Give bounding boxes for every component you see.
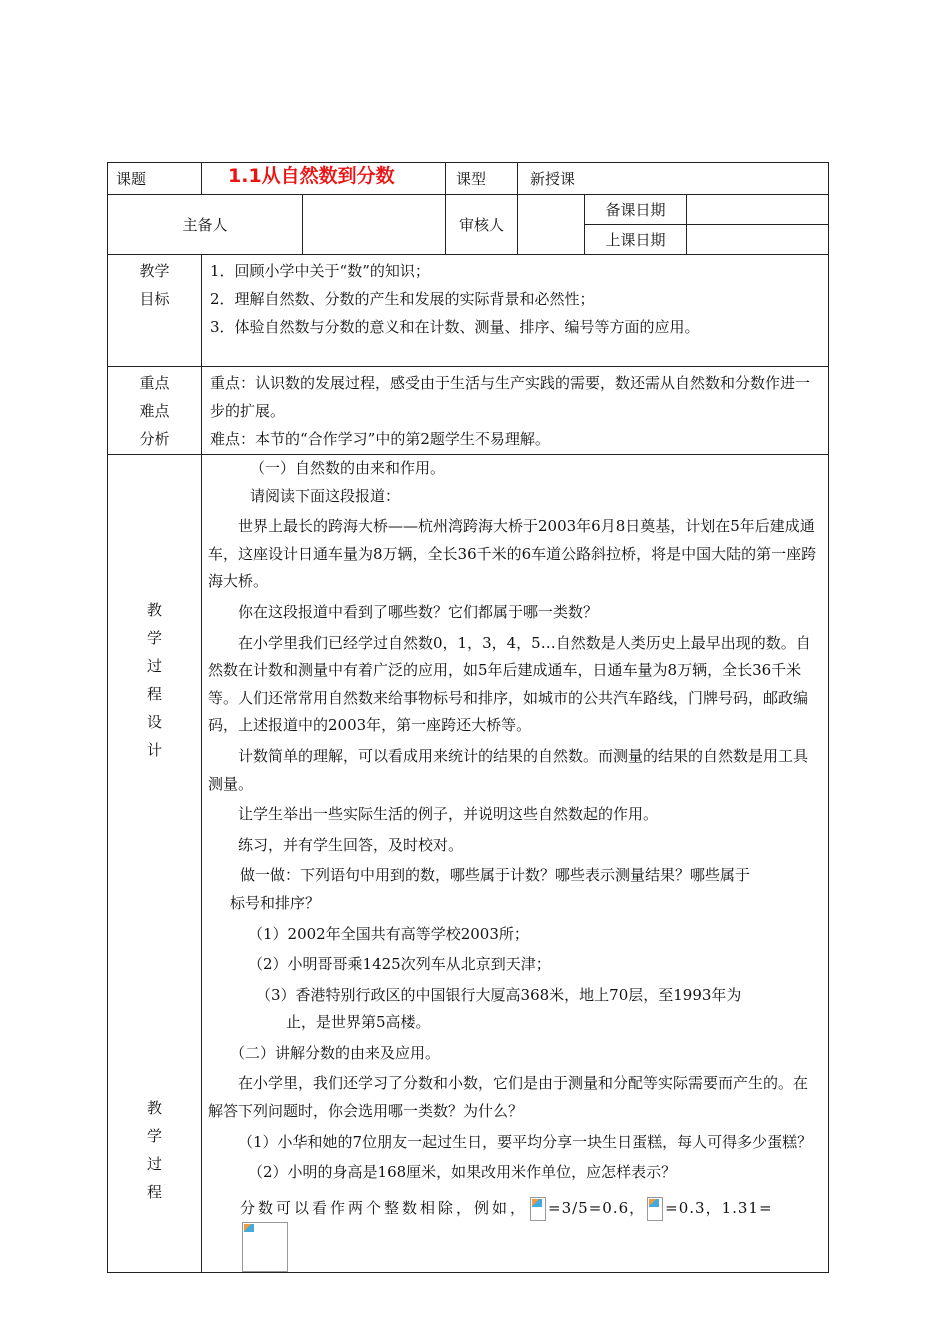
key-point-text: 重点：认识数的发展过程，感受由于生活与生产实践的需要，数还需从自然数和分数作进一步的扩展。	[210, 374, 811, 420]
section-1-title: （一）自然数的由来和作用。	[250, 459, 446, 477]
question-item: （3）香港特别行政区的中国银行大厦高368米，地上70层，至1993年为	[256, 985, 742, 1004]
topic-row	[108, 163, 829, 195]
fraction-image-icon	[242, 1222, 288, 1272]
fraction-example-line	[208, 1187, 822, 1273]
process-label-bottom: 教 学 过 程	[146, 1099, 162, 1201]
goal-item: 2．理解自然数、分数的产生和发展的实际背景和必然性；	[210, 290, 595, 308]
paragraph: 你在这段报道中看到了哪些数？它们都属于哪一类数？	[238, 602, 599, 621]
question-item: （2）小明的身高是168厘米，如果改用米作单位，应怎样表示？	[248, 1163, 677, 1182]
question-item: （1）2002年全国共有高等学校2003所；	[248, 924, 529, 943]
question-item: （1）小华和她的7位朋友一起过生日，要平均分享一块生日蛋糕，每人可得多少蛋糕？	[238, 1132, 813, 1151]
paragraph: 分数可以看作两个整数相除，例如，	[240, 1198, 529, 1217]
lesson-title: 1.1从自然数到分数	[228, 165, 395, 187]
paragraph: 计数简单的理解，可以看成用来统计的结果的自然数。而测量的结果的自然数是用工具测量。	[208, 746, 809, 793]
process-content	[202, 455, 828, 1272]
preparer-label: 主备人	[182, 215, 228, 234]
fraction-image-icon	[647, 1197, 663, 1221]
lesson-plan-table	[107, 162, 829, 1273]
difficult-point-text: 难点：本节的“合作学习”中的第2题学生不易理解。	[210, 430, 550, 448]
paragraph: 让学生举出一些实际生活的例子，并说明这些自然数起的作用。	[238, 805, 659, 824]
key-points-label: 重点 难点 分析	[139, 374, 170, 448]
paragraph: 在小学里我们已经学过自然数0，1，3，4，5…自然数是人类历史上最早出现的数。自然数在计数和测量中有着广泛的应用，如5年后建成通车，日通车量为8万辆，全长36千米等。人们还常常用自然数来给事物标号和排序，如城市的公共汽车路线，门牌号码，邮政编码，上述报道中的2003年，第一座跨还大桥等。	[208, 633, 811, 735]
paragraph: 标号和排序？	[230, 893, 321, 912]
process-row	[108, 455, 829, 1273]
class-date-label: 上课日期	[605, 230, 666, 249]
process-label-top: 教 学 过 程 设 计	[146, 601, 162, 759]
question-item: （2）小明哥哥乘1425次列车从北京到天津；	[248, 955, 551, 974]
topic-label: 课题	[116, 170, 147, 188]
fraction-image-icon	[530, 1197, 546, 1221]
lesson-type-value: 新授课	[530, 170, 576, 188]
goal-item: 3．体验自然数与分数的意义和在计数、测量、排序、编号等方面的应用。	[210, 318, 700, 336]
section-2-title: （二）讲解分数的由来及应用。	[230, 1043, 441, 1062]
equation-text: =0.3，1.31=	[665, 1198, 773, 1217]
goal-item: 1．回顾小学中关于“数”的知识；	[210, 262, 430, 280]
goals-label: 教学 目标	[139, 262, 170, 308]
reviewer-label: 审核人	[459, 215, 505, 234]
paragraph: 世界上最长的跨海大桥——杭州湾跨海大桥于2003年6月8日奠基，计划在5年后建成通车，这座设计日通车量为8万辆，全长36千米的6车道公路斜拉桥，将是中国大陆的第一座跨海大桥。	[208, 517, 817, 591]
paragraph: 做一做：下列语句中用到的数，哪些属于计数？哪些表示测量结果？哪些属于	[240, 866, 751, 885]
prep-date-label: 备课日期	[605, 200, 666, 219]
lesson-type-label: 课型	[456, 170, 487, 188]
question-item: 止，是世界第5高楼。	[286, 1013, 431, 1032]
goals-list	[202, 255, 828, 341]
paragraph: 在小学里，我们还学习了分数和小数，它们是由于测量和分配等实际需要而产生的。在解答下列问题时，你会选用哪一类数？为什么？	[208, 1074, 809, 1121]
goals-row	[108, 255, 829, 367]
key-points-row	[108, 367, 829, 455]
paragraph: 请阅读下面这段报道：	[250, 486, 401, 505]
preparer-value	[303, 195, 445, 215]
paragraph: 练习，并有学生回答，及时校对。	[238, 835, 464, 854]
equation-text: =3/5=0.6，	[548, 1198, 646, 1217]
